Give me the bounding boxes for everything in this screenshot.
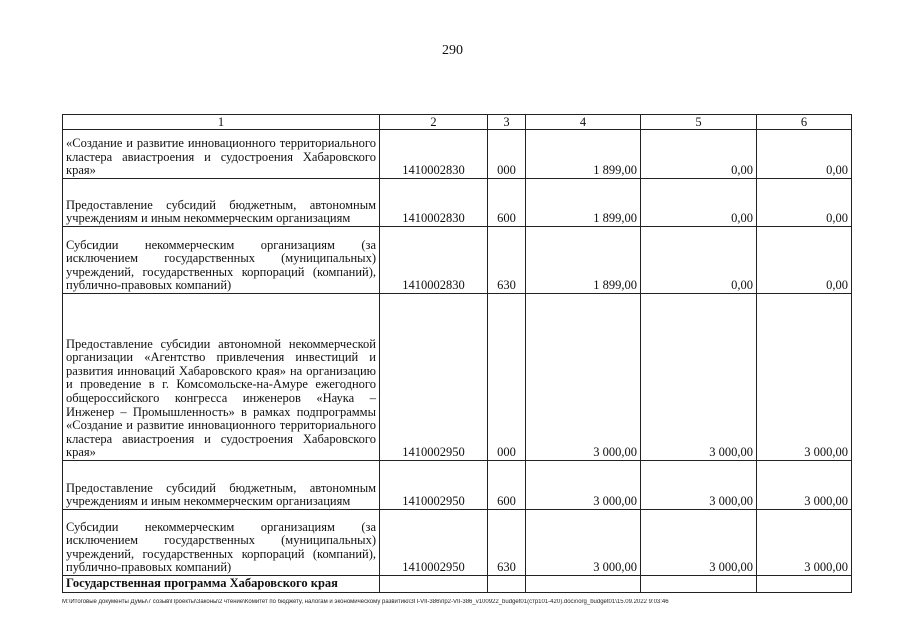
target-code: 1410002950 [380,510,488,576]
header-cell: 6 [757,115,852,130]
amount-col4: 3 000,00 [526,294,641,461]
amount-col5: 0,00 [641,130,757,179]
budget-table [62,114,852,593]
amount-col4: 1 899,00 [526,130,641,179]
header-cell: 4 [526,115,641,130]
amount-col5: 3 000,00 [641,461,757,510]
file-path-footer: M:\Итоговые документы Думы\7 созыв\Проекты\Законы\2 чтение\Комитет по бюджету, налогам и экономическому развитию\ЗП-VII-386\пр2-VII-386_v100922_budget01(стр101-420).docx\org_budget01\15.09.2022 9:03:46 [62,599,669,605]
table-row [63,227,852,294]
table-row [63,294,852,461]
header-cell: 1 [63,115,380,130]
header-cell: 5 [641,115,757,130]
amount-col4: 1 899,00 [526,179,641,227]
row-name: «Создание и развитие инновационного территориального кластера авиастроения и судостроения Хабаровского края» [63,130,380,179]
table-row [63,130,852,179]
empty-cell [641,576,757,593]
target-code: 1410002950 [380,461,488,510]
row-name: Субсидии некоммерческим организациям (за исключением государственных (муниципальных) учреждений, государственных корпораций (компаний), публично-правовых компаний) [63,510,380,576]
empty-cell [488,576,526,593]
target-code: 1410002830 [380,227,488,294]
amount-col6: 3 000,00 [757,294,852,461]
target-code: 1410002950 [380,294,488,461]
amount-col4: 3 000,00 [526,461,641,510]
table-row [63,461,852,510]
expense-type: 600 [488,179,526,227]
row-name: Предоставление субсидии автономной некоммерческой организации «Агентство привлечения инвестиций и развития инноваций Хабаровского края» на организацию и проведение в г. Комсомольске-на-Амуре ежегодного общероссийского конгресса инженеров «Наука – Инженер – Промышленность» в рамках подпрограммы «Создание и развитие инновационного территориального кластера авиастроения и судостроения Хабаровского края» [63,294,380,461]
amount-col5: 0,00 [641,179,757,227]
page-number: 290 [442,43,463,58]
table-row [63,510,852,576]
expense-type: 000 [488,294,526,461]
amount-col5: 3 000,00 [641,510,757,576]
amount-col4: 1 899,00 [526,227,641,294]
target-code: 1410002830 [380,130,488,179]
table-row [63,576,852,593]
amount-col5: 0,00 [641,227,757,294]
target-code: 1410002830 [380,179,488,227]
row-name: Субсидии некоммерческим организациям (за исключением государственных (муниципальных) учреждений, государственных корпораций (компаний), публично-правовых компаний) [63,227,380,294]
table-header-row [63,115,852,130]
table-row [63,179,852,227]
amount-col6: 0,00 [757,130,852,179]
header-cell: 3 [488,115,526,130]
expense-type: 630 [488,510,526,576]
row-name: Предоставление субсидий бюджетным, автономным учреждениям и иным некоммерческим организациям [63,461,380,510]
empty-cell [380,576,488,593]
empty-cell [757,576,852,593]
row-name: Предоставление субсидий бюджетным, автономным учреждениям и иным некоммерческим организациям [63,179,380,227]
amount-col5: 3 000,00 [641,294,757,461]
amount-col6: 3 000,00 [757,461,852,510]
amount-col6: 0,00 [757,179,852,227]
amount-col4: 3 000,00 [526,510,641,576]
program-title: Государственная программа Хабаровского края [63,576,380,593]
empty-cell [526,576,641,593]
amount-col6: 0,00 [757,227,852,294]
amount-col6: 3 000,00 [757,510,852,576]
expense-type: 630 [488,227,526,294]
expense-type: 600 [488,461,526,510]
header-cell: 2 [380,115,488,130]
expense-type: 000 [488,130,526,179]
